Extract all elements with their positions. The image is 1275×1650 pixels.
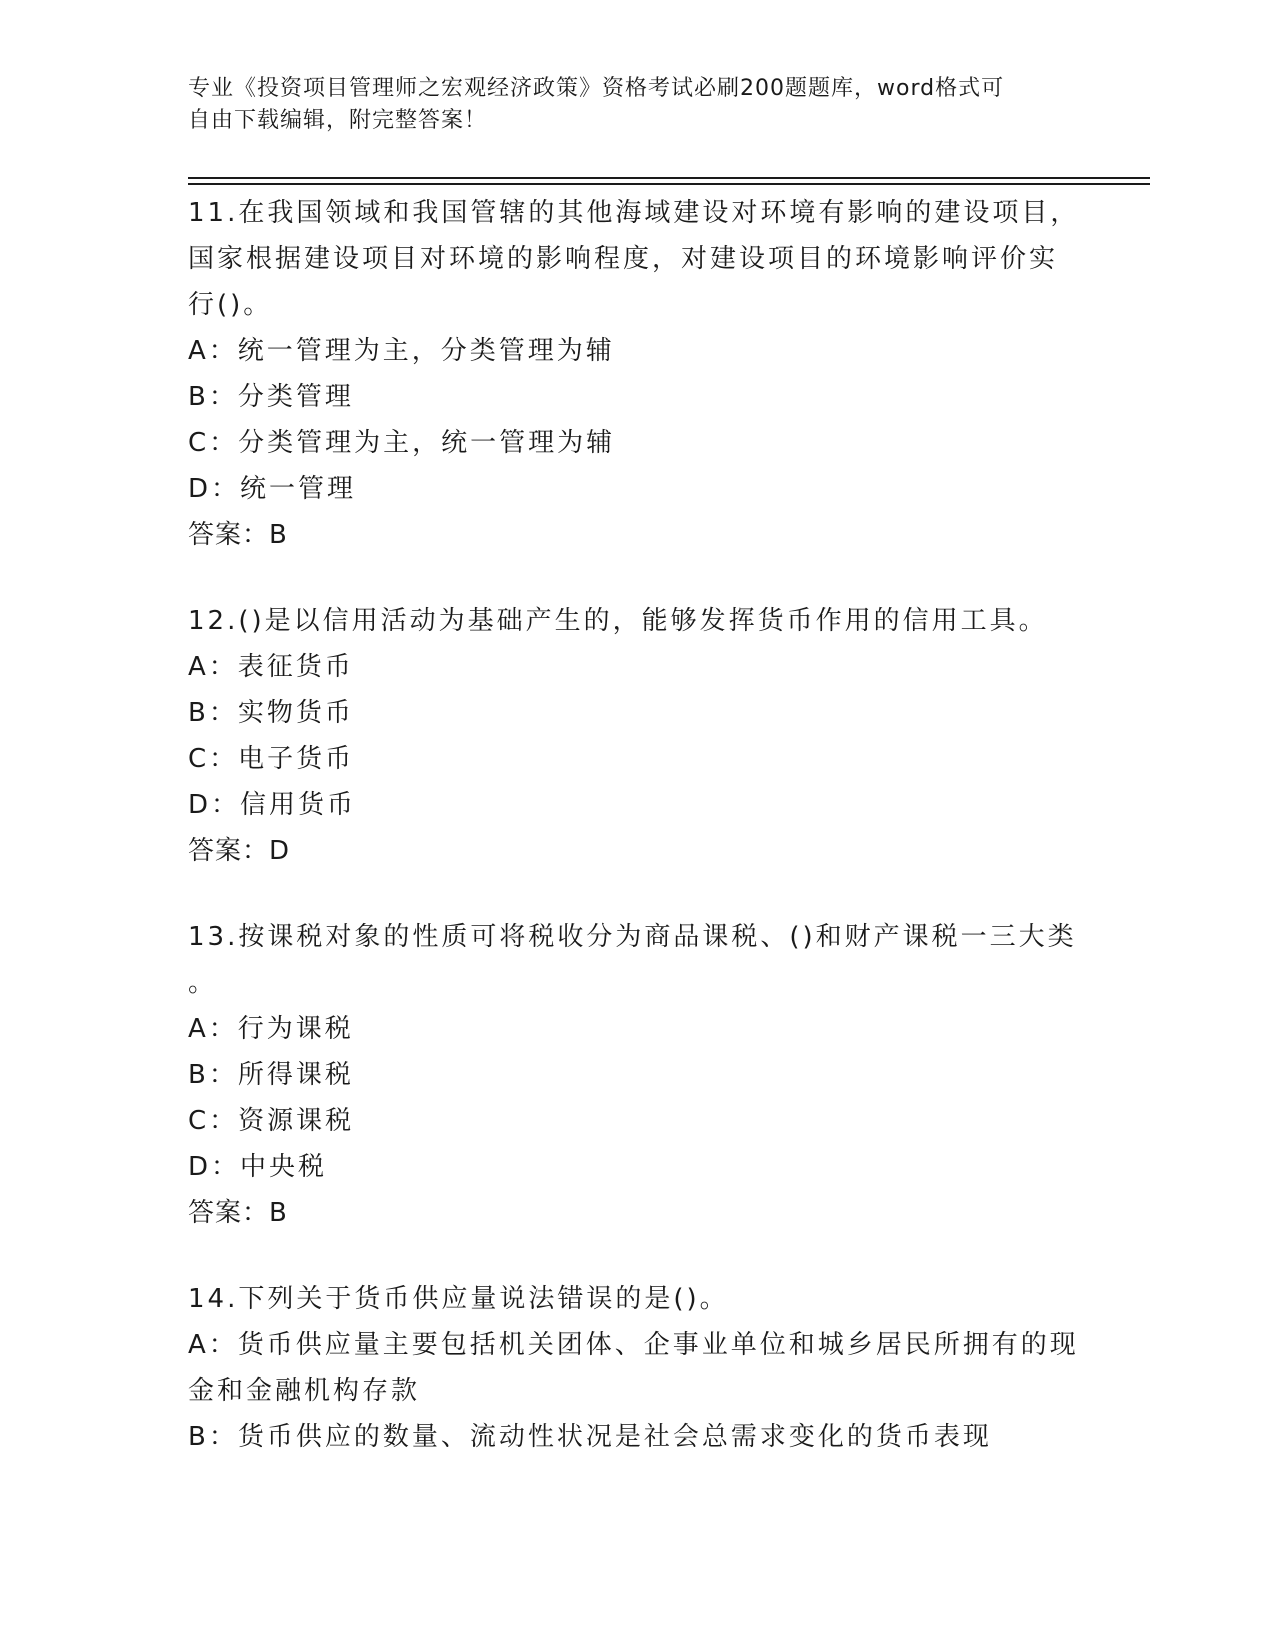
question-text-line: 国家根据建设项目对环境的影响程度，对建设项目的环境影响评价实 [188,244,1059,274]
option-a-continued: 金和金融机构存款 [188,1376,421,1406]
option-a: A：表征货币 [188,652,354,682]
option-c: C：分类管理为主，统一管理为辅 [188,428,616,458]
question-block-12 [188,598,1088,874]
answer-text: 答案：B [188,1198,288,1228]
option-b: B：实物货币 [188,698,354,728]
question-text-line: 13.按课税对象的性质可将税收分为商品课税、()和财产课税一三大类 [188,922,1077,952]
option-d: D：信用货币 [188,790,357,820]
question-text-line: 行()。 [188,290,273,320]
document-header [188,73,1068,137]
question-block-11 [188,190,1088,558]
question-list [188,190,1088,1500]
answer-text: 答案：D [188,836,291,866]
option-c: C：资源课税 [188,1106,355,1136]
question-block-13 [188,914,1088,1236]
question-text-line: 14.下列关于货币供应量说法错误的是()。 [188,1284,729,1314]
question-text-line: 。 [188,968,218,998]
header-line-1: 专业《投资项目管理师之宏观经济政策》资格考试必刷200题题库，word格式可 [188,76,1005,101]
option-c: C：电子货币 [188,744,355,774]
question-text-line: 12.()是以信用活动为基础产生的，能够发挥货币作用的信用工具。 [188,606,1048,636]
option-b: B：分类管理 [188,382,354,412]
option-a: A：行为课税 [188,1014,354,1044]
option-b: B：所得课税 [188,1060,354,1090]
option-a: A：统一管理为主，分类管理为辅 [188,336,615,366]
header-divider-bottom [188,183,1150,185]
question-block-14 [188,1276,1088,1460]
question-text-line: 11.在我国领域和我国管辖的其他海域建设对环境有影响的建设项目， [188,198,1080,228]
option-a: A：货币供应量主要包括机关团体、企事业单位和城乡居民所拥有的现 [188,1330,1079,1360]
header-line-2: 自由下载编辑，附完整答案！ [188,108,488,133]
option-b: B：货币供应的数量、流动性状况是社会总需求变化的货币表现 [188,1422,992,1452]
header-divider-top [188,177,1150,179]
answer-text: 答案：B [188,520,288,550]
option-d: D：中央税 [188,1152,328,1182]
option-d: D：统一管理 [188,474,357,504]
